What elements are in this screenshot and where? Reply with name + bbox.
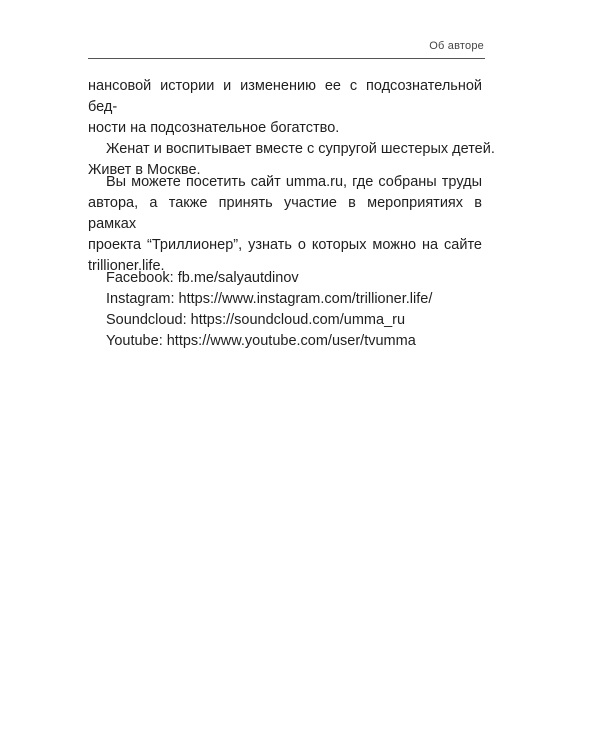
paragraph-line: ности на подсознательное богатство.: [88, 120, 340, 136]
instagram-link: Instagram: https://www.instagram.com/trillioner.life/: [106, 291, 433, 307]
header-divider: [88, 58, 485, 59]
paragraph-line: проекта “Триллионер”, узнать о которых можно на сайте: [88, 237, 482, 253]
paragraph-line: Вы можете посетить сайт umma.ru, где собраны труды: [106, 174, 482, 190]
body-text: [88, 76, 495, 181]
running-header-title: Об авторе: [429, 40, 484, 52]
paragraph-line: trillioner.life.: [88, 258, 165, 274]
paragraph-line: нансовой истории и изменению ее с подсознательной бед-: [88, 78, 482, 115]
paragraph-line: Живет в Москве.: [88, 162, 201, 178]
paragraph-line: Женат и воспитывает вместе с супругой шестерых детей.: [106, 141, 495, 157]
soundcloud-link: Soundcloud: https://soundcloud.com/umma_ru: [106, 312, 406, 328]
youtube-link: Youtube: https://www.youtube.com/user/tvumma: [106, 333, 416, 349]
website-paragraph: [88, 172, 482, 277]
facebook-link: Facebook: fb.me/salyautdinov: [106, 270, 299, 286]
social-links-list: [88, 268, 482, 352]
paragraph-line: автора, а также принять участие в мероприятиях в рамках: [88, 195, 482, 232]
